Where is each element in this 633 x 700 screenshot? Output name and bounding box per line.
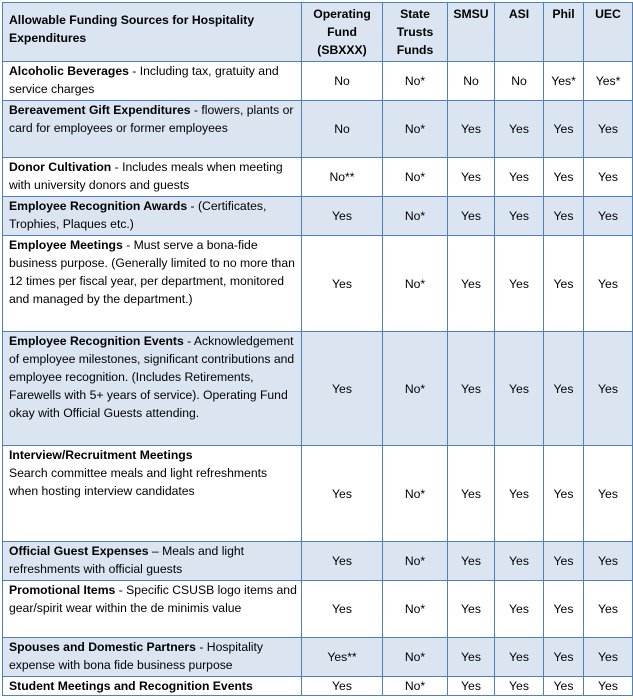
row-name: Promotional Items	[9, 583, 116, 597]
row-name: Alcoholic Beverages	[9, 64, 129, 78]
cell-value: Yes	[302, 332, 383, 446]
row-desc: - Including tax, gratuity and service charges	[9, 64, 279, 96]
header-row	[3, 3, 633, 62]
cell-value: No	[448, 62, 495, 101]
cell-value: Yes	[544, 101, 584, 158]
row-name: Interview/Recruitment Meetings	[9, 448, 193, 462]
cell-value: No*	[383, 101, 448, 158]
cell-value: Yes	[448, 542, 495, 581]
cell-value: Yes	[584, 197, 633, 236]
cell-value: Yes	[302, 581, 383, 638]
cell-value: Yes	[495, 197, 544, 236]
row-description	[3, 638, 302, 677]
col-smsu: SMSU	[448, 3, 495, 62]
row-description	[3, 332, 302, 446]
table-row	[3, 197, 633, 236]
row-desc: - Acknowledgement of employee milestones, significant contributions and employee recognition. (Includes Retirements, Farewells with 5+ years of service). Operating Fund okay with Official Guests attending.	[9, 334, 295, 420]
cell-value: Yes	[544, 638, 584, 677]
cell-value: Yes	[302, 236, 383, 332]
cell-value: Yes	[448, 581, 495, 638]
cell-value: No**	[302, 158, 383, 197]
col-asi: ASI	[495, 3, 544, 62]
cell-value: Yes*	[584, 62, 633, 101]
cell-value: No*	[383, 158, 448, 197]
row-desc: - Hospitality expense with bona fide business purpose	[9, 640, 263, 672]
cell-value: Yes	[544, 197, 584, 236]
cell-value: Yes	[584, 101, 633, 158]
cell-value: Yes	[448, 332, 495, 446]
cell-value: No*	[383, 446, 448, 542]
row-description	[3, 197, 302, 236]
row-desc: Search committee meals and light refreshments when hosting interview candidates	[9, 466, 268, 498]
table-row	[3, 542, 633, 581]
row-description	[3, 581, 302, 638]
cell-value: Yes	[544, 581, 584, 638]
row-desc: - flowers, plants or card for employees or former employees	[9, 103, 294, 135]
header-title: Allowable Funding Sources for Hospitality Expenditures	[3, 3, 302, 62]
cell-value: Yes*	[544, 62, 584, 101]
cell-value: Yes	[448, 638, 495, 677]
cell-value: Yes	[584, 638, 633, 677]
table-row	[3, 236, 633, 332]
cell-value: No*	[383, 62, 448, 101]
cell-value: Yes	[302, 542, 383, 581]
row-desc: - Must serve a bona-fide business purpose. (Generally limited to no more than 12 times per fiscal year, per department, monitored and managed by the department.)	[9, 238, 295, 306]
row-description	[3, 158, 302, 197]
col-phil: Phil	[544, 3, 584, 62]
row-desc: - (Certificates, Trophies, Plaques etc.)	[9, 199, 267, 231]
row-desc: - Includes meals when meeting with university donors and guests	[9, 160, 283, 192]
row-description	[3, 236, 302, 332]
cell-value: No*	[383, 638, 448, 677]
table-row	[3, 677, 633, 696]
cell-value: Yes	[302, 197, 383, 236]
row-desc: - Specific CSUSB logo items and gear/spirit wear within the de minimis value	[9, 583, 297, 615]
row-name: Spouses and Domestic Partners	[9, 640, 196, 654]
row-desc: – Meals and light refreshments with official guests	[9, 544, 245, 576]
cell-value: Yes	[495, 638, 544, 677]
cell-value: Yes	[448, 101, 495, 158]
row-name: Bereavement Gift Expenditures	[9, 103, 191, 117]
cell-value: No*	[383, 332, 448, 446]
row-name: Employee Recognition Events	[9, 334, 184, 348]
cell-value: No*	[383, 542, 448, 581]
cell-value: Yes	[495, 581, 544, 638]
cell-value: Yes	[448, 197, 495, 236]
cell-value: Yes	[448, 446, 495, 542]
cell-value: Yes	[584, 581, 633, 638]
cell-value: Yes	[495, 101, 544, 158]
cell-value: Yes	[544, 542, 584, 581]
cell-value: Yes	[584, 677, 633, 696]
cell-value: No*	[383, 581, 448, 638]
cell-value: No	[302, 62, 383, 101]
table-row	[3, 158, 633, 197]
cell-value: No	[302, 101, 383, 158]
cell-value: Yes	[544, 236, 584, 332]
col-operating-fund: Operating Fund (SBXXX)	[302, 3, 383, 62]
table-row	[3, 446, 633, 542]
cell-value: Yes	[544, 332, 584, 446]
cell-value: Yes	[544, 677, 584, 696]
table-row	[3, 581, 633, 638]
cell-value: Yes	[495, 677, 544, 696]
cell-value: Yes	[302, 446, 383, 542]
cell-value: Yes	[448, 158, 495, 197]
table-row	[3, 101, 633, 158]
cell-value: Yes	[448, 236, 495, 332]
table-row	[3, 638, 633, 677]
row-name: Donor Cultivation	[9, 160, 112, 174]
cell-value: Yes	[544, 158, 584, 197]
table-row	[3, 62, 633, 101]
cell-value: Yes	[544, 446, 584, 542]
row-description	[3, 677, 302, 696]
cell-value: No	[495, 62, 544, 101]
cell-value: No*	[383, 197, 448, 236]
row-description	[3, 101, 302, 158]
cell-value: No*	[383, 236, 448, 332]
cell-value: Yes	[495, 158, 544, 197]
cell-value: Yes	[584, 332, 633, 446]
cell-value: Yes**	[302, 638, 383, 677]
row-name: Employee Recognition Awards	[9, 199, 188, 213]
cell-value: Yes	[302, 677, 383, 696]
row-description	[3, 542, 302, 581]
cell-value: Yes	[584, 236, 633, 332]
table-row	[3, 332, 633, 446]
cell-value: Yes	[448, 677, 495, 696]
cell-value: Yes	[584, 446, 633, 542]
cell-value: Yes	[495, 236, 544, 332]
row-name: Official Guest Expenses	[9, 544, 149, 558]
cell-value: No*	[383, 677, 448, 696]
row-description	[3, 446, 302, 542]
cell-value: Yes	[495, 542, 544, 581]
col-state-trusts: State Trusts Funds	[383, 3, 448, 62]
cell-value: Yes	[495, 332, 544, 446]
cell-value: Yes	[495, 446, 544, 542]
row-description	[3, 62, 302, 101]
cell-value: Yes	[584, 542, 633, 581]
row-name: Employee Meetings	[9, 238, 123, 252]
col-uec: UEC	[584, 3, 633, 62]
row-name: Student Meetings and Recognition Events	[9, 679, 253, 693]
cell-value: Yes	[584, 158, 633, 197]
hospitality-funding-table	[2, 2, 633, 696]
